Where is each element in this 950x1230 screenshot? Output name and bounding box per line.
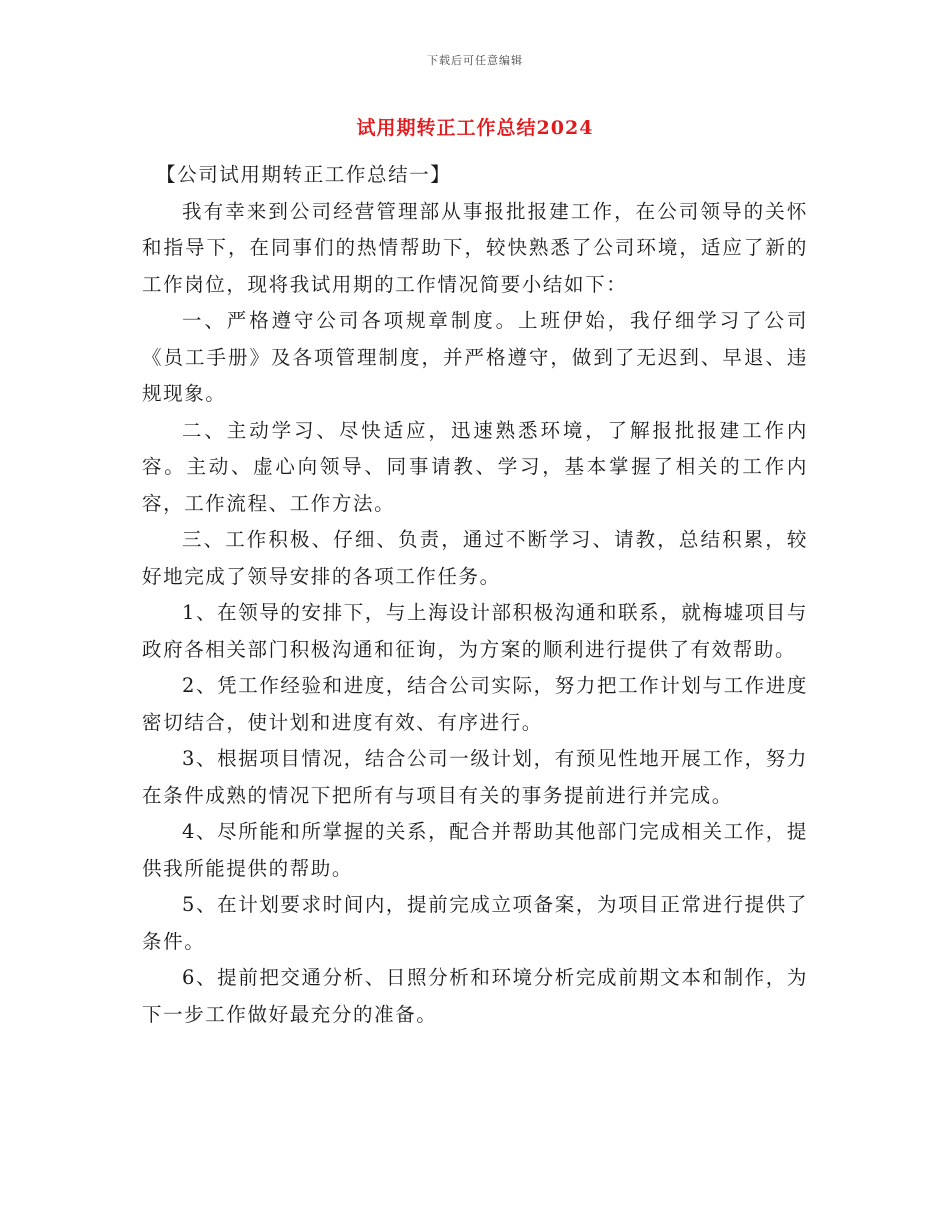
paragraph-item-1: 1、在领导的安排下，与上海设计部积极沟通和联系，就梅墟项目与政府各相关部门积极沟通和征询，为方案的顺利进行提供了有效帮助。 <box>142 601 808 661</box>
header-note: 下载后可任意编辑 <box>427 54 523 67</box>
paragraph-item-4: 4、尽所能和所掌握的关系，配合并帮助其他部门完成相关工作，提供我所能提供的帮助。 <box>142 820 808 880</box>
document-body <box>142 157 808 1033</box>
paragraph-item-6: 6、提前把交通分析、日照分析和环境分析完成前期文本和制作，为下一步工作做好最充分的准备。 <box>142 966 808 1026</box>
section-heading: 【公司试用期转正工作总结一】 <box>156 163 452 186</box>
paragraph-intro: 我有幸来到公司经营管理部从事报批报建工作，在公司领导的关怀和指导下，在同事们的热情帮助下，较快熟悉了公司环境，适应了新的工作岗位，现将我试用期的工作情况简要小结如下： <box>142 199 808 296</box>
paragraph-item-2: 2、凭工作经验和进度，结合公司实际，努力把工作计划与工作进度密切结合，使计划和进度有效、有序进行。 <box>142 674 808 734</box>
document-title: 试用期转正工作总结2024 <box>356 117 594 139</box>
paragraph-point-1: 一、严格遵守公司各项规章制度。上班伊始，我仔细学习了公司《员工手册》及各项管理制度，并严格遵守，做到了无迟到、早退、违规现象。 <box>142 309 808 405</box>
paragraph-item-5: 5、在计划要求时间内，提前完成立项备案，为项目正常进行提供了条件。 <box>142 893 808 953</box>
paragraph-item-3: 3、根据项目情况，结合公司一级计划，有预见性地开展工作，努力在条件成熟的情况下把所有与项目有关的事务提前进行并完成。 <box>142 747 808 807</box>
paragraph-point-3: 三、工作积极、仔细、负责，通过不断学习、请教，总结积累，较好地完成了领导安排的各项工作任务。 <box>142 528 808 588</box>
paragraph-point-2: 二、主动学习、尽快适应，迅速熟悉环境，了解报批报建工作内容。主动、虚心向领导、同事请教、学习，基本掌握了相关的工作内容，工作流程、工作方法。 <box>142 418 808 515</box>
